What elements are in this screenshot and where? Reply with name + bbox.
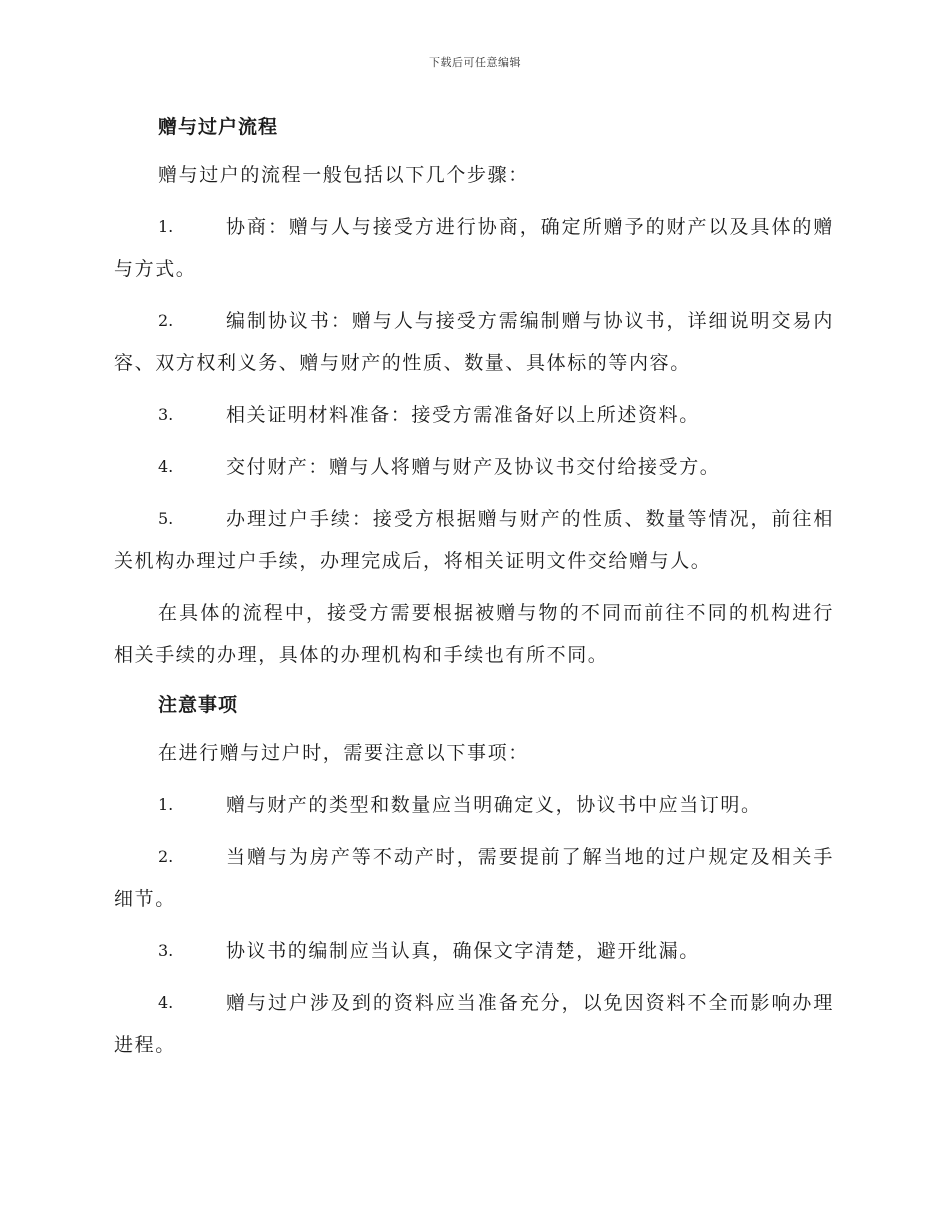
list-item [114, 394, 834, 436]
list-item-text: 相关证明材料准备：接受方需准备好以上所述资料。 [226, 404, 700, 426]
list-item-text: 办理过户手续：接受方根据赠与财产的性质、数量等情况，前往相关机构办理过户手续，办理完成后，将相关证明文件交给赠与人。 [114, 508, 834, 572]
list-item [114, 836, 834, 920]
list-item-number: 4. [158, 993, 174, 1012]
list-item-text: 协议书的编制应当认真，确保文字清楚，避开纰漏。 [226, 940, 700, 962]
list-item-text: 当赠与为房产等不动产时，需要提前了解当地的过户规定及相关手细节。 [114, 846, 834, 910]
list-item-number: 3. [158, 405, 174, 424]
document-body [114, 108, 834, 1076]
list-item [114, 206, 834, 290]
page-header: 下载后可任意编辑 [429, 56, 521, 69]
list-item [114, 784, 834, 826]
list-item [114, 930, 834, 972]
list-item-text: 赠与财产的类型和数量应当明确定义，协议书中应当订明。 [226, 794, 762, 816]
list-item-number: 2. [158, 311, 174, 330]
list-item [114, 982, 834, 1066]
list-item [114, 446, 834, 488]
list-item-number: 2. [158, 847, 174, 866]
list-item-text: 编制协议书：赠与人与接受方需编制赠与协议书，详细说明交易内容、双方权利义务、赠与财产的性质、数量、具体标的等内容。 [114, 310, 834, 374]
list-item-text: 交付财产：赠与人将赠与财产及协议书交付给接受方。 [226, 456, 721, 478]
section-intro: 赠与过户的流程一般包括以下几个步骤： [158, 164, 529, 186]
list-item-number: 3. [158, 941, 174, 960]
list-item-number: 5. [158, 509, 174, 528]
section-intro: 在进行赠与过户时，需要注意以下事项： [158, 742, 529, 764]
list-item-number: 1. [158, 795, 174, 814]
list-item-number: 4. [158, 457, 174, 476]
section-heading-transfer-process: 赠与过户流程 [158, 116, 279, 138]
list-item [114, 498, 834, 582]
list-item [114, 300, 834, 384]
section-closing-paragraph: 在具体的流程中，接受方需要根据被赠与物的不同而前往不同的机构进行相关手续的办理，具体的办理机构和手续也有所不同。 [114, 602, 834, 666]
list-item-text: 赠与过户涉及到的资料应当准备充分，以免因资料不全而影响办理进程。 [114, 992, 834, 1056]
section-heading-notes: 注意事项 [158, 694, 239, 716]
list-item-number: 1. [158, 217, 174, 236]
list-item-text: 协商：赠与人与接受方进行协商，确定所赠予的财产以及具体的赠与方式。 [114, 216, 834, 280]
